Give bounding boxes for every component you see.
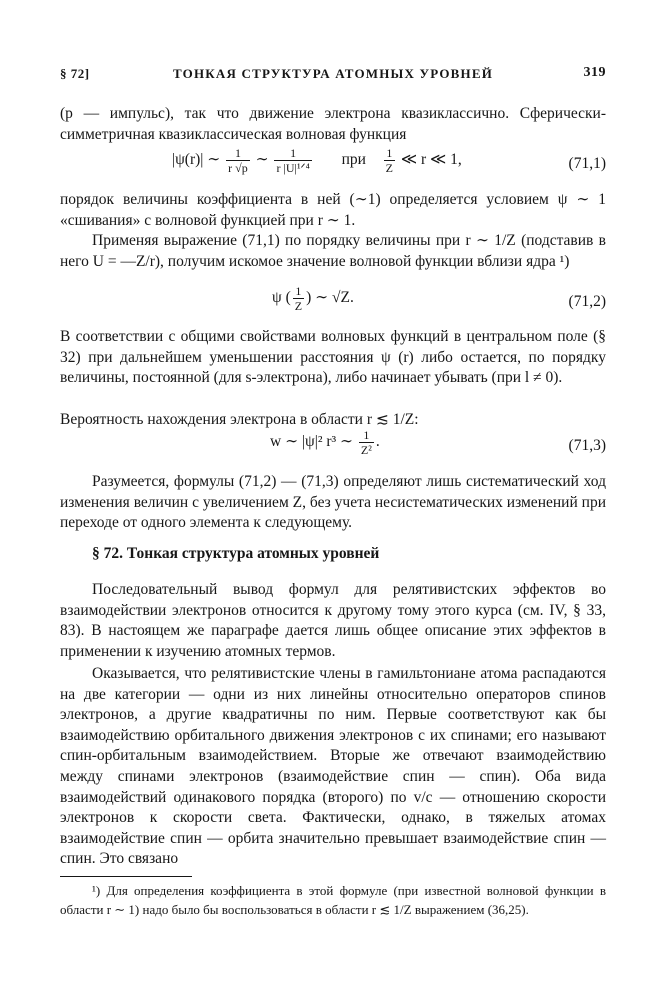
paragraph-7: Последовательный вывод формул для релятивистских эффектов во взаимодействии электронов относится к другому тому этого курса (см. IV, § 33, 83). В настоящем же параграфе дается лишь общее описание этих эффектов в применении к изучению атомных термов.	[60, 581, 606, 660]
equation-number-71-3: (71,3)	[568, 437, 606, 454]
paragraph-8: Оказывается, что релятивистские члены в гамильтониане атома распадаются на две категории — одни из них линейны относительно операторов спинов электронов, а другие квадратичны по ним. Первые соответствуют как бы взаимодействию орбитального движения электронов с их спинами; его называют спин-орбитальным взаимодействием. Вторые же отвечают взаимодействию между спинами электронов (взаимодействие спин — спин). Оба вида взаимодействий одинакового порядка (второго) по v/c — отношению скорости электронов к скорости света. Фактически, однако, в тяжелых атомах взаимодействие спин — орбита значительно превышает взаимодействие спин — спин. Это связано	[60, 665, 606, 868]
eq2-right: ) ∼ √Z.	[306, 289, 354, 307]
eq1-fraction-3	[384, 146, 395, 175]
eq1-fraction-2-num: 1	[274, 146, 311, 161]
paragraph-6: Разумеется, формулы (71,2) — (71,3) определяют лишь систематический ход изменения величин с увеличением Z, без учета несистематических изменений при переходе от одного элемента к следующему.	[60, 473, 606, 532]
paragraph-4: В соответствии с общими свойствами волновых функций в центральном поле (§ 32) при дальнейшем уменьшении расстояния ψ (r) либо остается, по порядку величины, постоянной (для s-электрона), либо начинает убывать (при l ≠ 0).	[60, 328, 606, 387]
eq1-fraction-2	[274, 146, 311, 175]
paragraph-2: порядок величины коэффициента в ней (∼1) определяется условием ψ ∼ 1 «сшивания» с волновой функцией при r ∼ 1.	[60, 191, 606, 229]
eq3-left: w ∼ |ψ|² r³ ∼	[270, 433, 354, 451]
equation-71-2	[60, 284, 606, 324]
eq1-fraction-3-den: Z	[385, 161, 393, 175]
eq1-fraction-1-den: r √p	[228, 161, 248, 175]
eq1-left: |ψ(r)| ∼	[172, 151, 221, 169]
eq1-fraction-1	[226, 146, 250, 175]
eq3-fraction-num: 1	[359, 428, 374, 443]
eq1-mid: ∼	[255, 151, 269, 169]
equation-number-71-2: (71,2)	[568, 293, 606, 310]
eq2-left: ψ (	[272, 289, 291, 307]
eq2-fraction-den: Z	[294, 299, 303, 313]
page-number: 319	[583, 65, 606, 80]
footnote: ¹) Для определения коэффициента в этой формуле (при известной волновой функции в области r ∼ 1) надо было бы воспользоваться в области r ≲ 1/Z выражением (36,25).	[60, 883, 606, 917]
header-title: ТОНКАЯ СТРУКТУРА АТОМНЫХ УРОВНЕЙ	[172, 66, 494, 81]
eq3-right: .	[375, 433, 380, 451]
header-section-ref: § 72]	[60, 66, 90, 81]
eq2-fraction	[293, 284, 304, 313]
equation-71-3-body	[270, 428, 380, 457]
eq2-fraction-num: 1	[293, 284, 304, 299]
equation-71-1-body	[172, 146, 462, 175]
equation-number-71-1: (71,1)	[568, 155, 606, 172]
eq1-fraction-2-den: r |U|¹ᐟ⁴	[276, 161, 310, 175]
running-header	[60, 66, 606, 88]
eq1-fraction-3-num: 1	[384, 146, 395, 161]
eq1-fraction-1-num: 1	[226, 146, 250, 161]
eq3-fraction	[359, 428, 374, 457]
paragraph-1: (p — импульс), так что движение электрона квазиклассично. Сферически-симметричная квазиклассическая волновая функция	[60, 105, 606, 143]
paragraph-5: Вероятность нахождения электрона в области r ≲ 1/Z:	[60, 411, 419, 428]
paragraph-3: Применяя выражение (71,1) по порядку величины при r ∼ 1/Z (подставив в него U = —Z/r), получим искомое значение волновой функции вблизи ядра ¹)	[60, 232, 606, 270]
eq1-condition-pre: при	[341, 151, 366, 169]
equation-71-1	[60, 146, 606, 186]
footnote-divider	[60, 876, 192, 877]
equation-71-2-body	[272, 284, 354, 313]
eq1-condition-post: ≪ r ≪ 1,	[400, 151, 462, 169]
equation-71-3	[60, 428, 606, 468]
section-title: § 72. Тонкая структура атомных уровней	[92, 545, 380, 562]
eq3-fraction-den: Z²	[360, 443, 372, 457]
